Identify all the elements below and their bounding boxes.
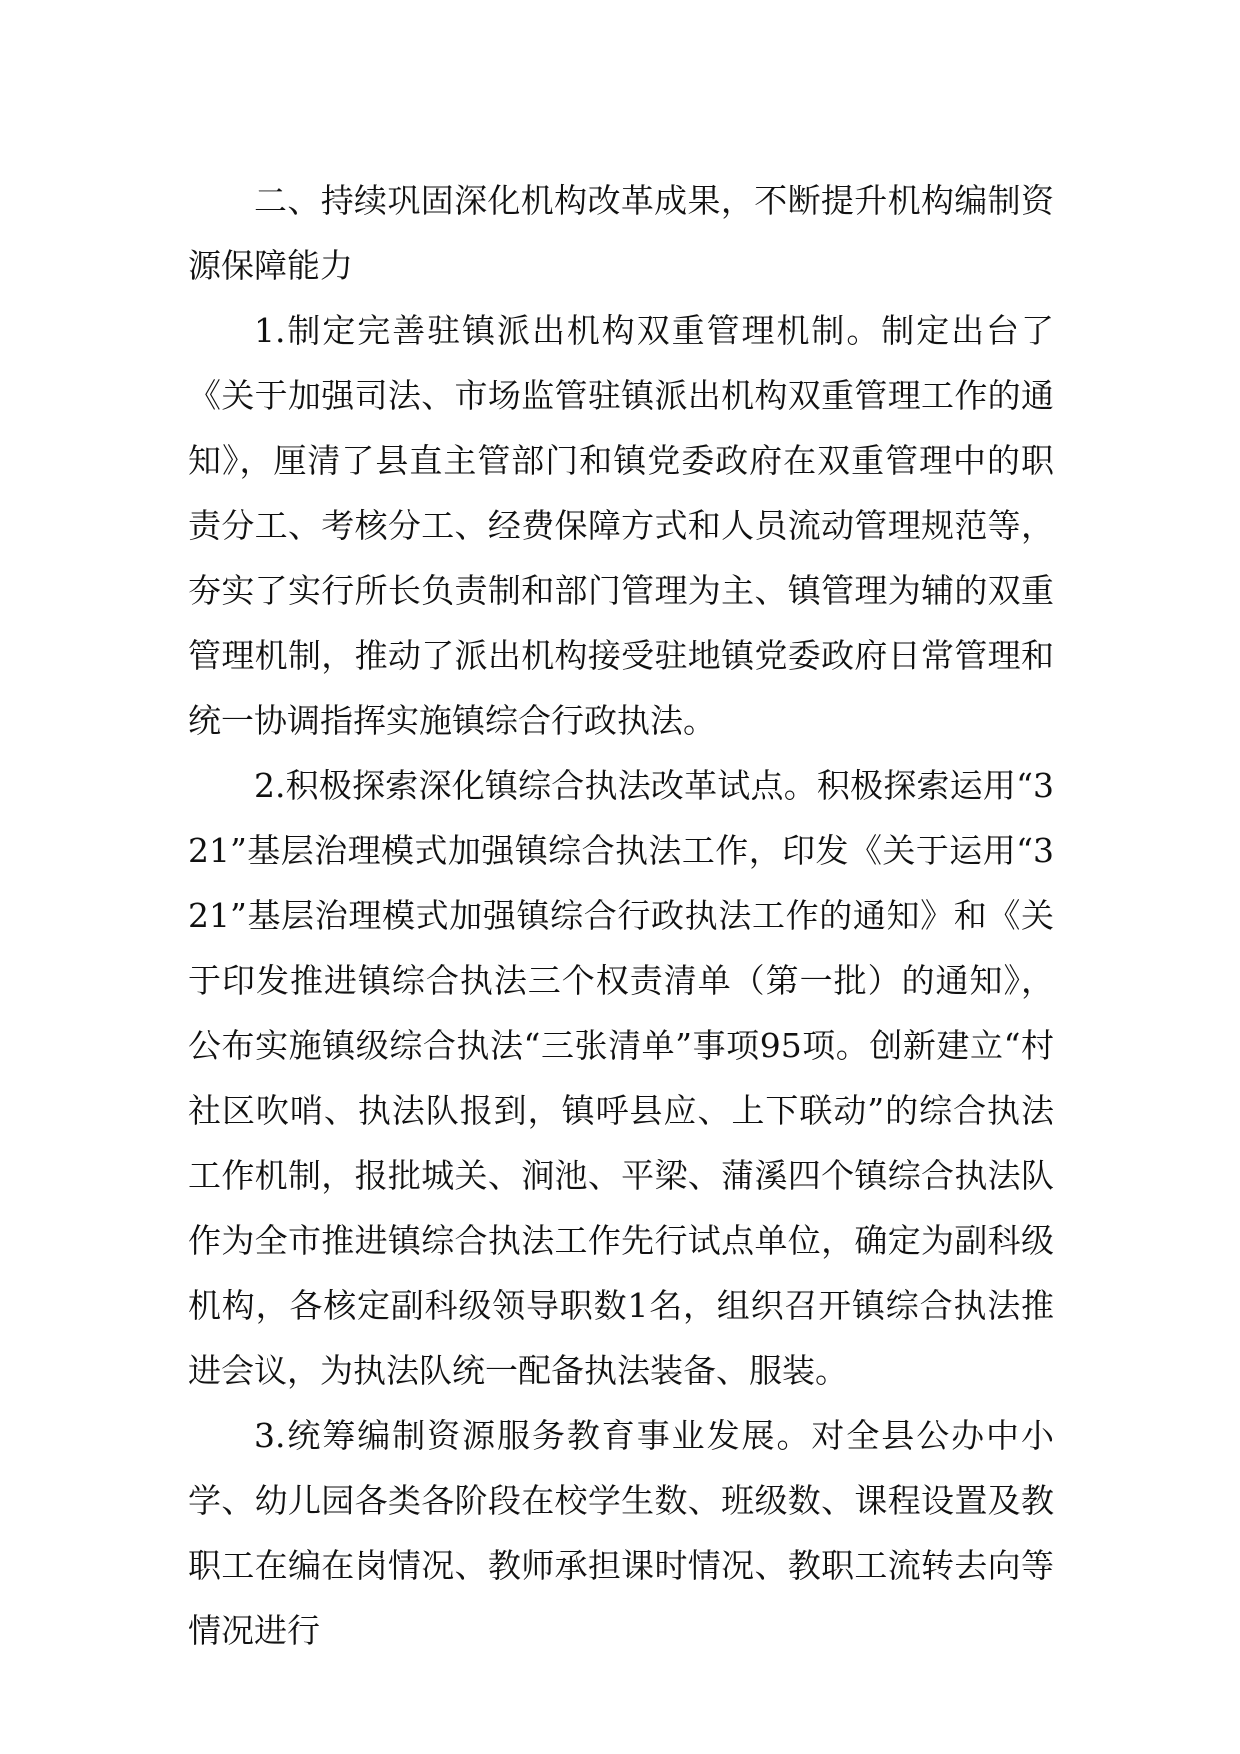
paragraph-2: 2.积极探索深化镇综合执法改革试点。积极探索运用“321”基层治理模式加强镇综合执法工作，印发《关于运用“321”基层治理模式加强镇综合行政执法工作的通知》和《关于印发推进镇综合执法三个权责清单（第一批）的通知》，公布实施镇级综合执法“三张清单”事项95项。创新建立“村社区吹哨、执法队报到，镇呼县应、上下联动”的综合执法工作机制，报批城关、涧池、平梁、蒲溪四个镇综合执法队作为全市推进镇综合执法工作先行试点单位，确定为副科级机构，各核定副科级领导职数1名，组织召开镇综合执法推进会议，为执法队统一配备执法装备、服装。 bbox=[188, 766, 1054, 1390]
paragraph-1: 1.制定完善驻镇派出机构双重管理机制。制定出台了《关于加强司法、市场监管驻镇派出机构双重管理工作的通知》，厘清了县直主管部门和镇党委政府在双重管理中的职责分工、考核分工、经费保障方式和人员流动管理规范等，夯实了实行所长负责制和部门管理为主、镇管理为辅的双重管理机制，推动了派出机构接受驻地镇党委政府日常管理和统一协调指挥实施镇综合行政执法。 bbox=[188, 311, 1054, 740]
section-heading: 二、持续巩固深化机构改革成果，不断提升机构编制资源保障能力 bbox=[188, 181, 1054, 285]
paragraph-3: 3.统筹编制资源服务教育事业发展。对全县公办中小学、幼儿园各类各阶段在校学生数、班级数、课程设置及教职工在编在岗情况、教师承担课时情况、教职工流转去向等情况进行 bbox=[188, 1416, 1054, 1650]
document-body bbox=[188, 168, 1054, 1663]
